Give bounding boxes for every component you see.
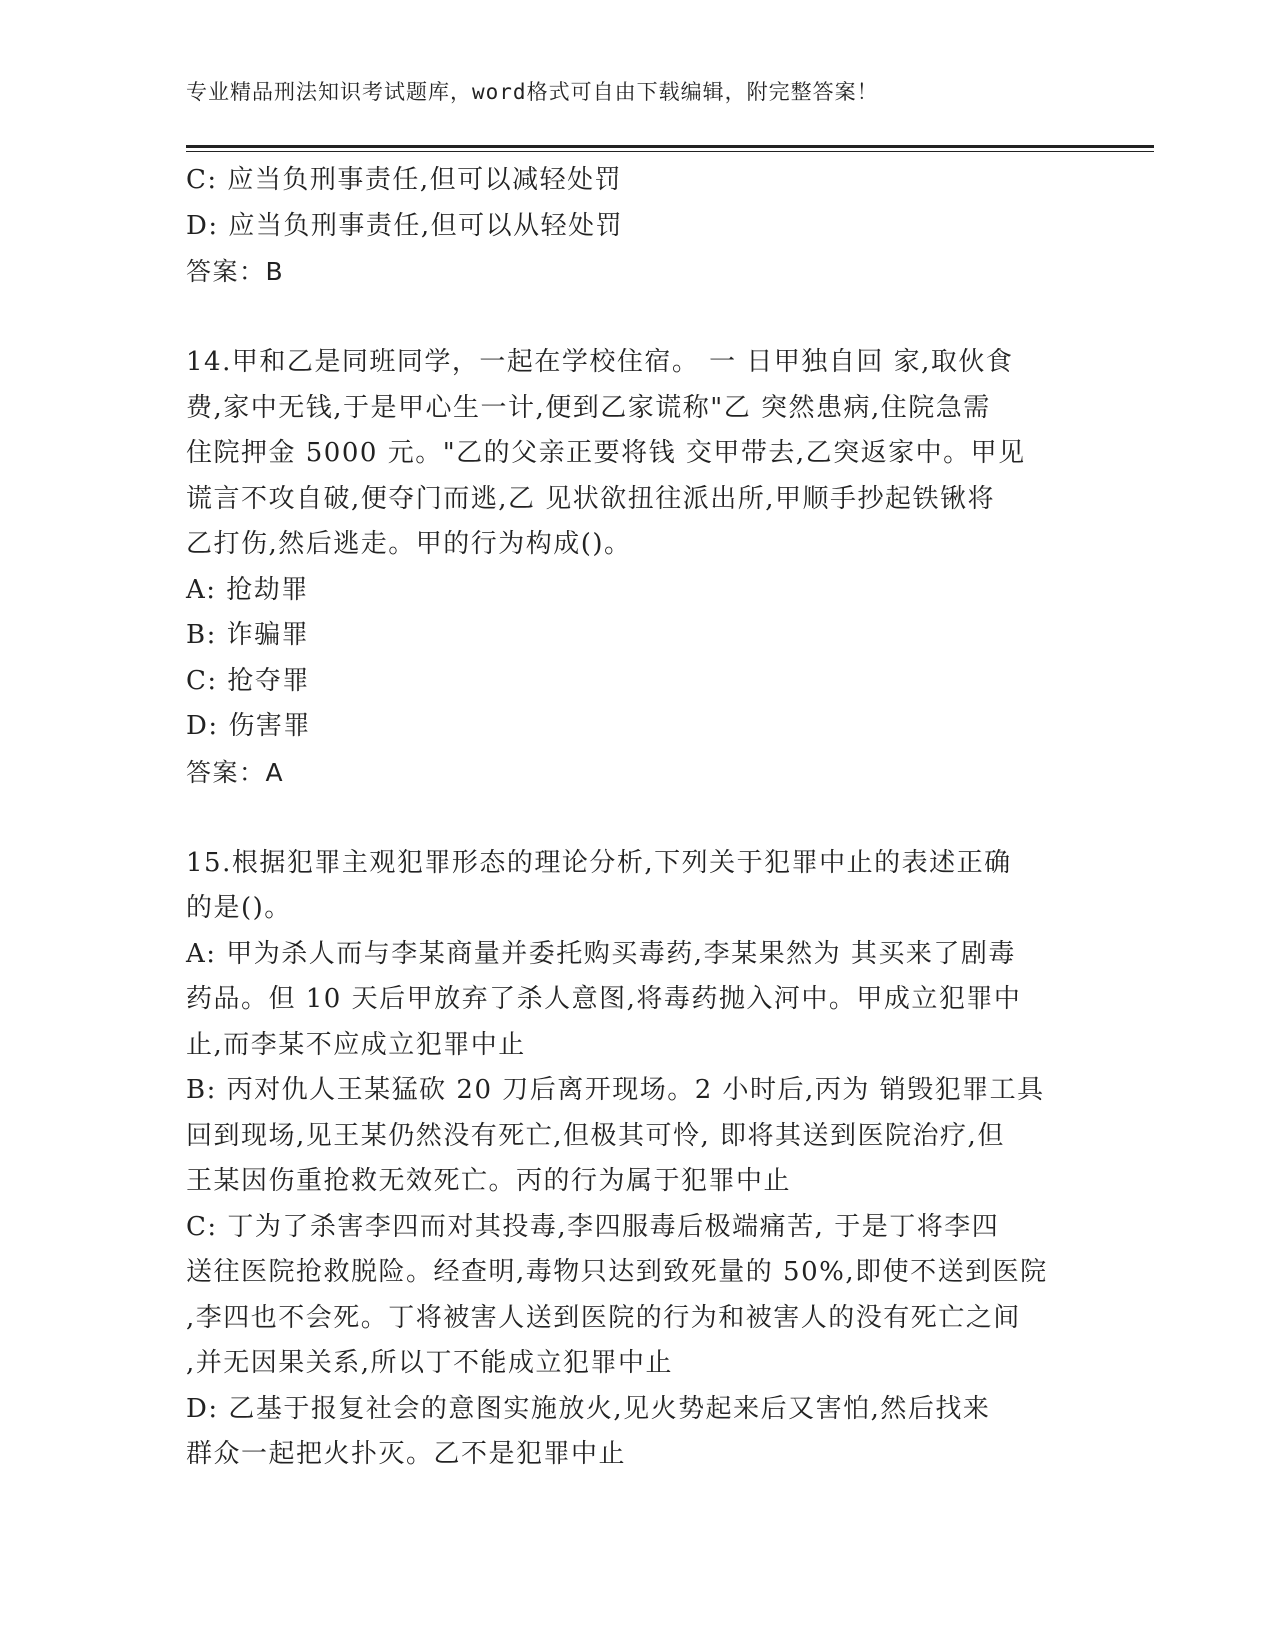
question-stem-line: 住院押金 5000 元。"乙的父亲正要将钱 交甲带去,乙突返家中。甲见 xyxy=(186,438,1026,468)
document-body xyxy=(186,158,1086,1478)
answer: 答案：B xyxy=(186,257,285,286)
option-line: C: 丁为了杀害李四而对其投毒,李四服毒后极端痛苦, 于是丁将李四 xyxy=(186,1211,1000,1242)
prev-question xyxy=(186,158,1086,295)
option-line: ,李四也不会死。丁将被害人送到医院的行为和被害人的没有死亡之间 xyxy=(186,1302,1021,1333)
option-line: 药品。但 10 天后甲放弃了杀人意图,将毒药抛入河中。甲成立犯罪中 xyxy=(186,984,1022,1014)
spacer xyxy=(186,795,1086,841)
option-line: 送往医院抢救脱险。经查明,毒物只达到致死量的 50%,即使不送到医院 xyxy=(186,1257,1048,1287)
question-stem-line: 乙打伤,然后逃走。甲的行为构成()。 xyxy=(186,529,632,559)
question-15 xyxy=(186,841,1086,1478)
option-line: 回到现场,见王某仍然没有死亡,但极其可怜, 即将其送到医院治疗,但 xyxy=(186,1120,1005,1151)
option-line: 止,而李某不应成立犯罪中止 xyxy=(186,1029,526,1060)
question-14 xyxy=(186,340,1086,795)
answer: 答案：A xyxy=(186,757,285,787)
question-stem-line: 的是()。 xyxy=(186,893,292,923)
option-line: A: 甲为杀人而与李某商量并委托购买毒药,李某果然为 其买来了剧毒 xyxy=(186,938,1016,969)
option-c: C: 应当负刑事责任,但可以减轻处罚 xyxy=(186,165,623,195)
option-line: D: 乙基于报复社会的意图实施放火,见火势起来后又害怕,然后找来 xyxy=(186,1393,991,1424)
question-stem-line: 费,家中无钱,于是甲心生一计,便到乙家谎称"乙 突然患病,住院急需 xyxy=(186,392,991,423)
option-d: D: 伤害罪 xyxy=(186,711,311,741)
option-c: C: 抢夺罪 xyxy=(186,665,310,696)
option-b: B: 诈骗罪 xyxy=(186,620,310,650)
option-d: D: 应当负刑事责任,但可以从轻处罚 xyxy=(186,210,624,241)
option-line: 群众一起把火扑灭。乙不是犯罪中止 xyxy=(186,1439,627,1469)
option-a: A: 抢劫罪 xyxy=(186,574,309,605)
header-rule-thin xyxy=(186,151,1154,152)
spacer xyxy=(186,295,1086,341)
option-line: 王某因伤重抢救无效死亡。丙的行为属于犯罪中止 xyxy=(186,1166,792,1196)
page-header: 专业精品刑法知识考试题库，word格式可自由下载编辑，附完整答案！ xyxy=(186,80,879,104)
option-line: B: 丙对仇人王某猛砍 20 刀后离开现场。2 小时后,丙为 销毁犯罪工具 xyxy=(186,1075,1045,1105)
question-stem-line: 15.根据犯罪主观犯罪形态的理论分析,下列关于犯罪中止的表述正确 xyxy=(186,847,1012,878)
option-line: ,并无因果关系,所以丁不能成立犯罪中止 xyxy=(186,1348,674,1378)
question-stem-line: 谎言不攻自破,便夺门而逃,乙 见状欲扭往派出所,甲顺手抄起铁锹将 xyxy=(186,483,996,514)
question-stem-line: 14.甲和乙是同班同学，一起在学校住宿。 一 日甲独自回 家,取伙食 xyxy=(186,347,1014,377)
header-rule-thick xyxy=(186,145,1154,148)
